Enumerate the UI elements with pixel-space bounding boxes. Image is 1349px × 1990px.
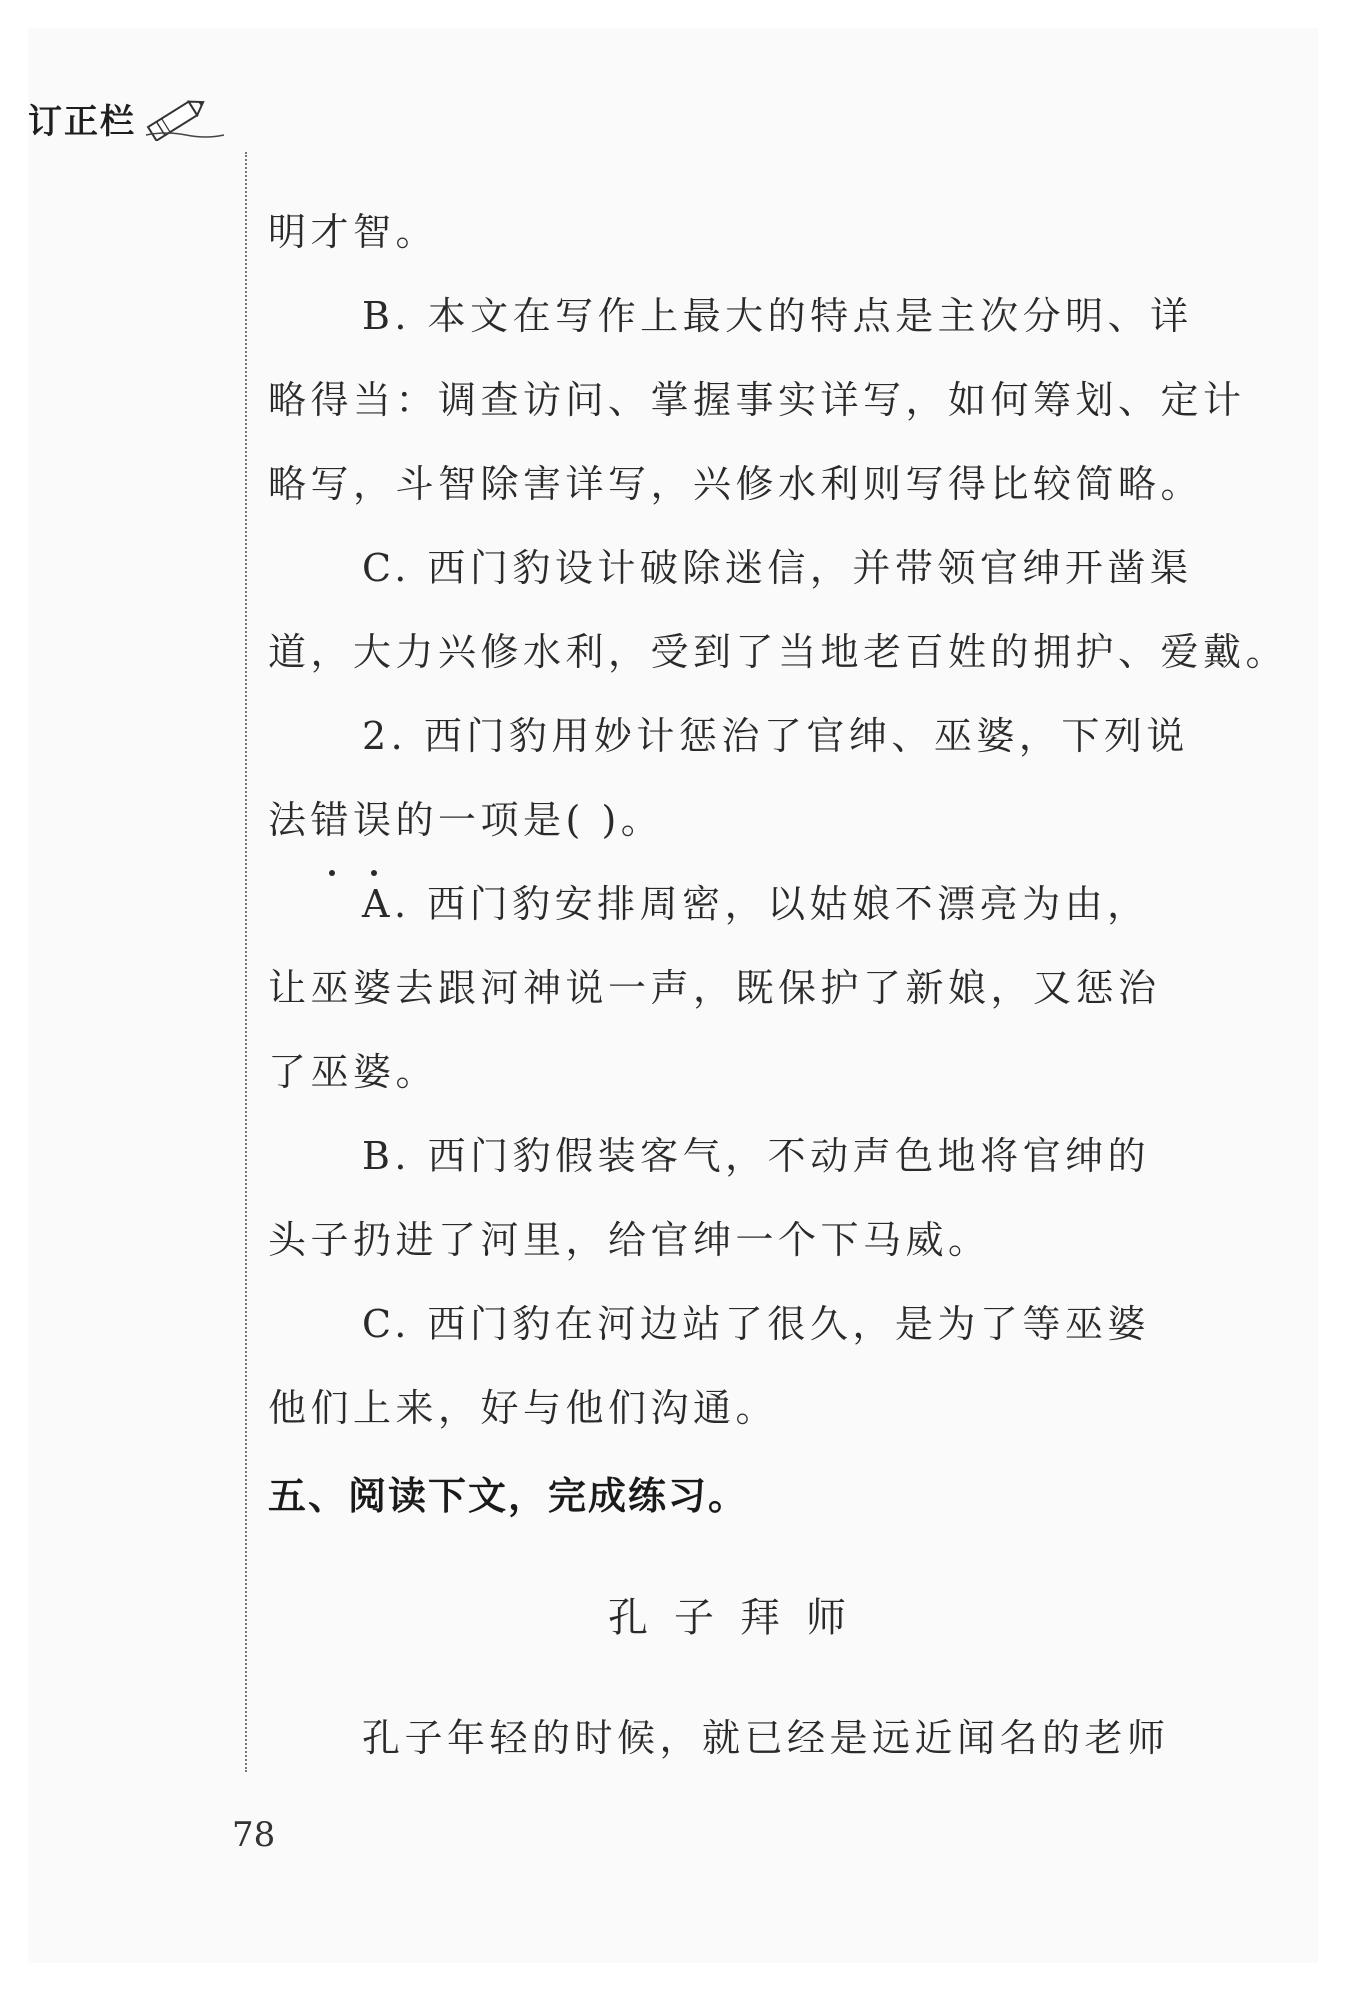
correction-column-label: 订正栏 bbox=[28, 101, 136, 142]
text-line: 让巫婆去跟河神说一声，既保护了新娘，又惩治 bbox=[268, 966, 1161, 1010]
stem-text: 法 bbox=[268, 798, 311, 842]
option-b-line: B. 本文在写作上最大的特点是主次分明、详 bbox=[362, 294, 1193, 338]
option-b-line: B. 西门豹假装客气，不动声色地将官绅的 bbox=[362, 1134, 1151, 1178]
exercise-content bbox=[268, 190, 1289, 1780]
passage-title: 孔子拜师 bbox=[608, 1595, 872, 1641]
pencil-icon bbox=[136, 95, 226, 141]
text-line: 头子扔进了河里，给官绅一个下马威。 bbox=[268, 1218, 991, 1262]
question-2-line: 2. 西门豹用妙计惩治了官绅、巫婆，下列说 bbox=[362, 714, 1189, 758]
text-line: 略写，斗智除害详写，兴修水利则写得比较简略。 bbox=[268, 462, 1204, 506]
question-2-stem bbox=[268, 778, 1228, 862]
text-line: 道，大力兴修水利，受到了当地老百姓的拥护、爱戴。 bbox=[268, 630, 1289, 674]
text-line: 略得当：调查访问、掌握事实详写，如何筹划、定计 bbox=[268, 378, 1246, 422]
section-heading: 五、阅读下文，完成练习。 bbox=[268, 1474, 749, 1518]
text-line: 了巫婆。 bbox=[268, 1050, 439, 1094]
text-line: 明才智。 bbox=[268, 210, 439, 254]
emphasis-char: 误 bbox=[353, 778, 396, 862]
emphasis-char: 错 bbox=[311, 778, 354, 862]
option-c-line: C. 西门豹在河边站了很久，是为了等巫婆 bbox=[362, 1302, 1150, 1346]
page-number: 78 bbox=[232, 1815, 276, 1855]
correction-column-header bbox=[28, 95, 226, 141]
text-line: 他们上来，好与他们沟通。 bbox=[268, 1386, 779, 1430]
answer-blank-text: 的一项是( )。 bbox=[395, 798, 664, 842]
option-a-line: A. 西门豹安排周密，以姑娘不漂亮为由， bbox=[362, 882, 1150, 926]
passage-first-line: 孔子年轻的时候，就已经是远近闻名的老师 bbox=[362, 1716, 1170, 1760]
option-c-line: C. 西门豹设计破除迷信，并带领官绅开凿渠 bbox=[362, 546, 1193, 590]
correction-column-divider bbox=[245, 152, 247, 1772]
